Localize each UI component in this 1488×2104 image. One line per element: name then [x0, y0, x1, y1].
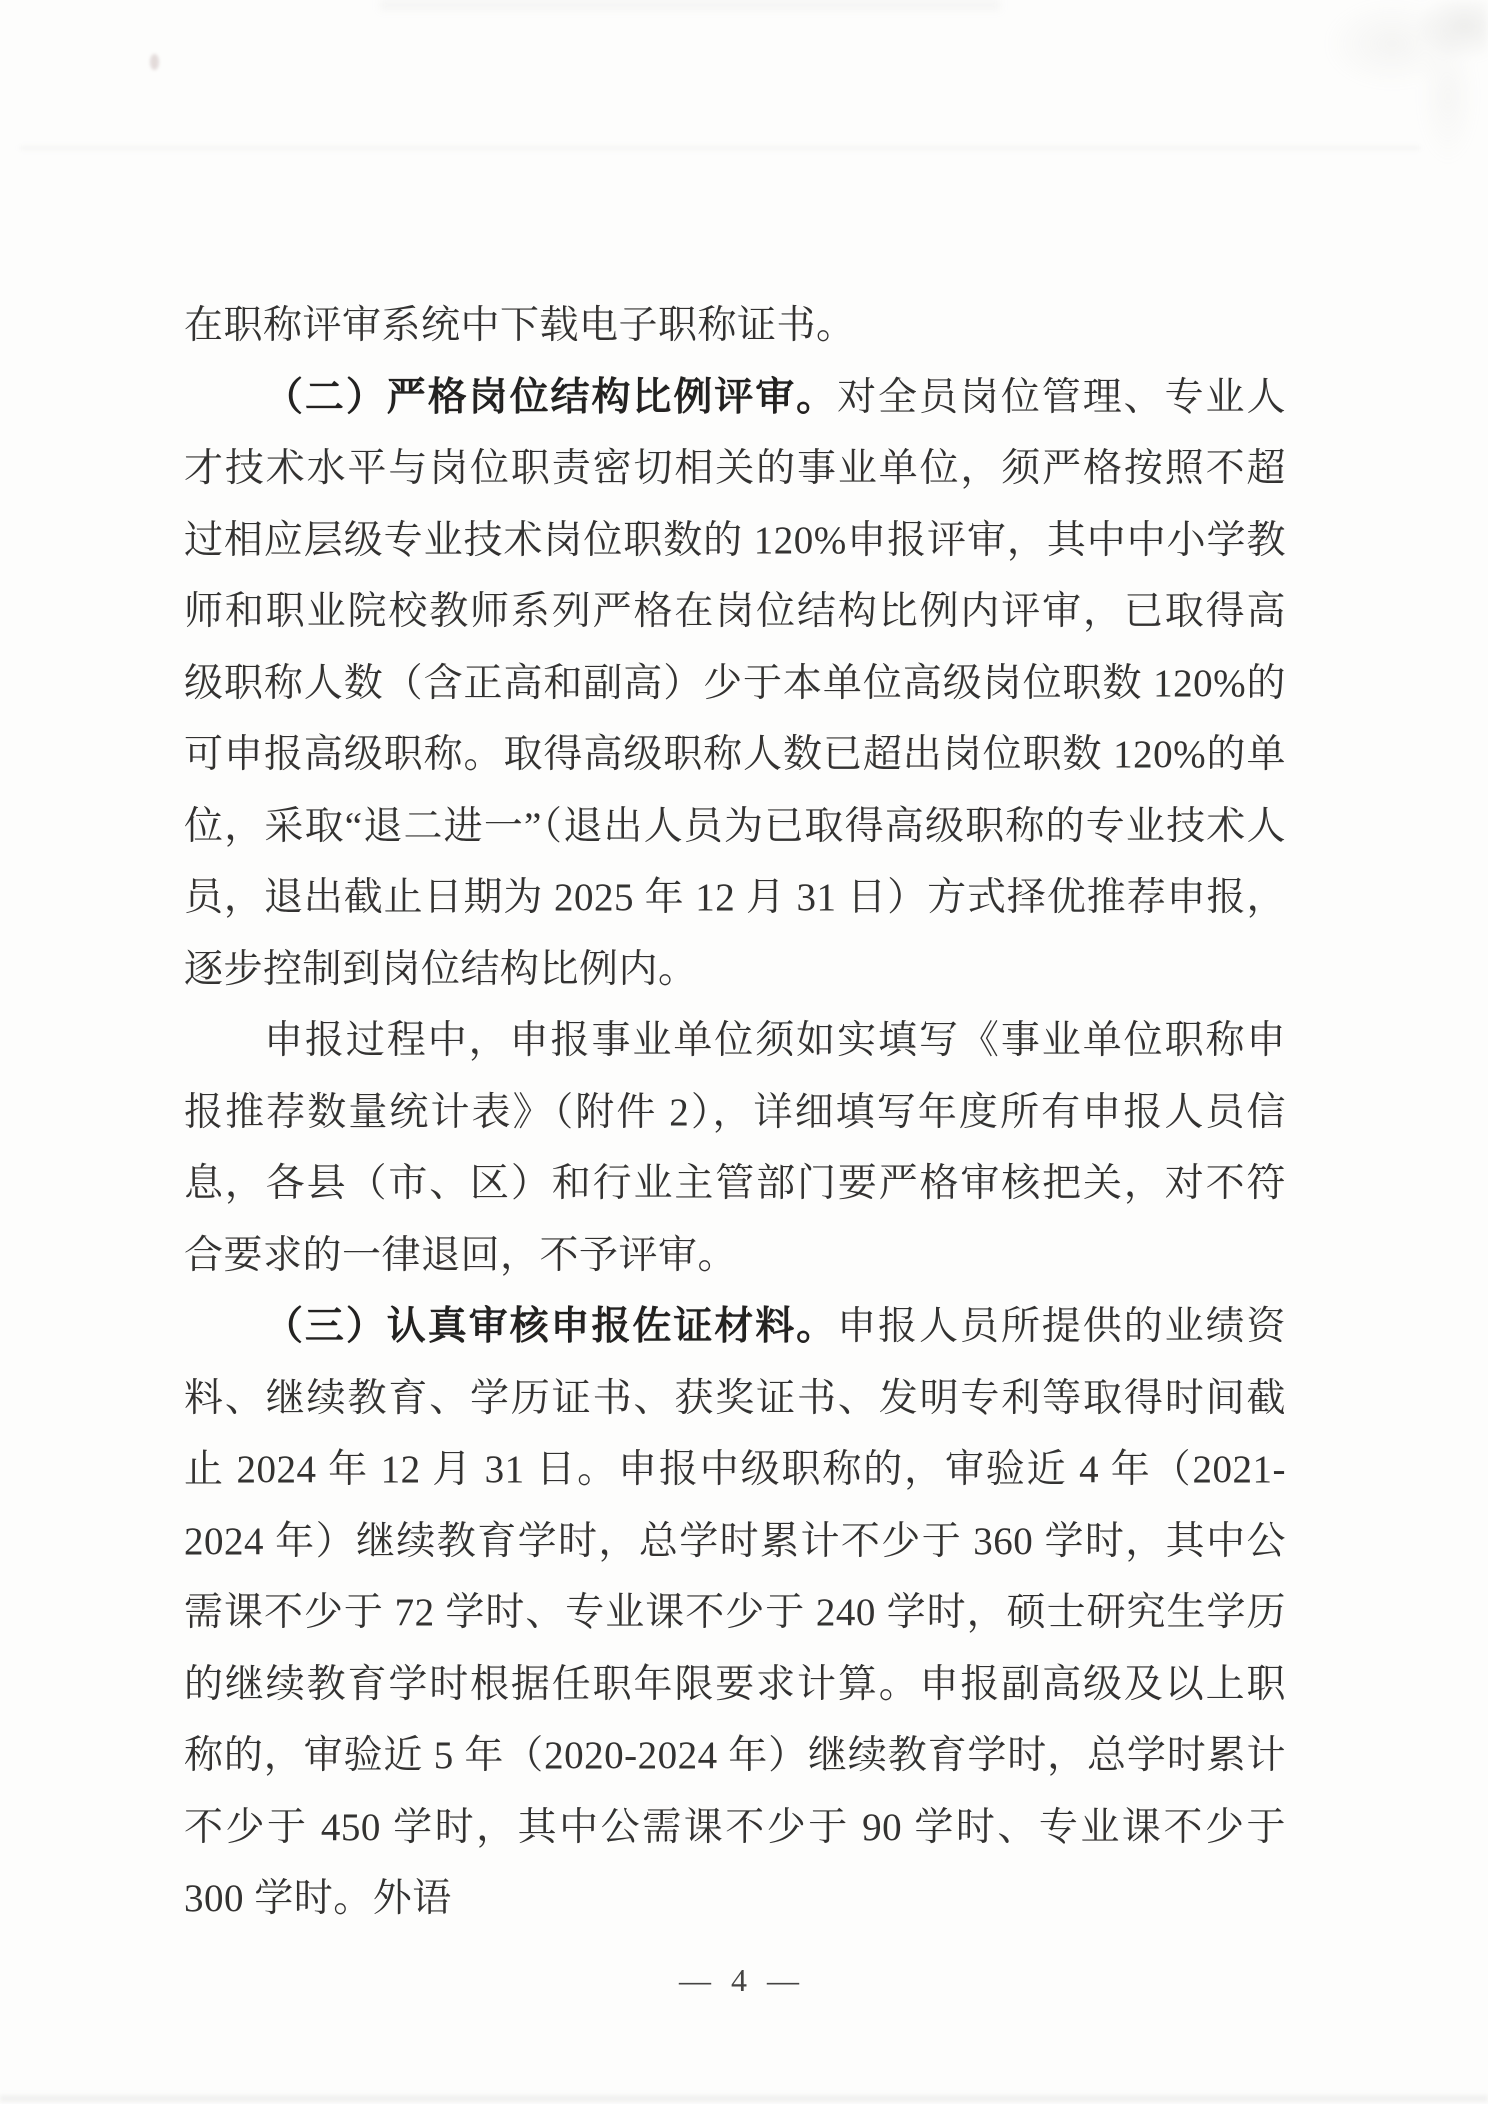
footer-dash-right: —: [767, 1962, 801, 1998]
page-number: 4: [731, 1962, 749, 1998]
scan-artifact-speck: [150, 54, 159, 70]
section-3-heading: （三）认真审核申报佐证材料。: [264, 1305, 838, 1348]
footer-dash-left: —: [679, 1962, 713, 1998]
scan-artifact-bottom: [0, 2095, 1488, 2102]
scan-artifact-top-right: [1328, 0, 1488, 175]
scan-artifact-streak: [20, 146, 1420, 150]
section-2-heading: （二）严格岗位结构比例评审。: [264, 375, 838, 419]
paragraph-reporting-process: [184, 1005, 1286, 1291]
paragraph-continuation: [184, 290, 1286, 362]
paragraph-section-3: [184, 1291, 1286, 1935]
paragraph-section-2: [184, 362, 1286, 1006]
body-text: 对全员岗位管理、专业人才技术水平与岗位职责密切相关的事业单位，须严格按照不超过相应层级专业技术岗位职数的 120%申报评审，其中中小学教师和职业院校教师系列严格在岗位结构比例内评审，已取得高级职称人数（含正高和副高）少于本单位高级岗位职数 120%的可申报高级职称。取得高级职称人数已超出岗位职数 120%的单位，采取“退二进一”（退出人员为已取得高级职称的专业技术人员，退出截止日期为 2025 年 12 月 31 日）方式择优推荐申报，逐步控制到岗位结构比例内。: [184, 375, 1286, 991]
document-body: [184, 290, 1286, 1935]
body-text: 申报人员所提供的业绩资料、继续教育、学历证书、获奖证书、发明专利等取得时间截止 2024 年 12 月 31 日。申报中级职称的，审验近 4 年（2021-2024 年）继续教育学时，总学时累计不少于 360 学时，其中公需课不少于 72 学时、专业课不少于 240 学时，硕士研究生学历的继续教育学时根据任职年限要求计算。申报副高级及以上职称的，审验近 5 年（2020-2024 年）继续教育学时，总学时累计不少于 450 学时，其中公需课不少于 90 学时、专业课不少于 300 学时。外语: [184, 1305, 1286, 1920]
scan-artifact-top-streak: [380, 0, 1000, 10]
page-footer: [0, 1962, 1480, 1999]
body-text: 申报过程中，申报事业单位须如实填写《事业单位职称申报推荐数量统计表》（附件 2），详细填写年度所有申报人员信息，各县（市、区）和行业主管部门要严格审核把关，对不符合要求的一律退回，不予评审。: [184, 1019, 1286, 1277]
body-text: 在职称评审系统中下载电子职称证书。: [184, 304, 856, 347]
